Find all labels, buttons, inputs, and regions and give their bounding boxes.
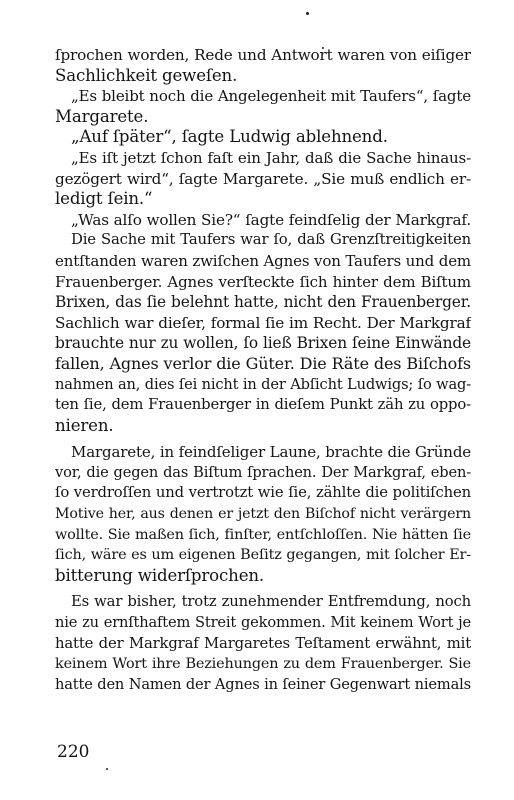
text-line: Margarete, in feindſeliger Laune, brachte die Gründe xyxy=(71,443,471,462)
paragraph xyxy=(55,86,471,127)
text-line: vor, die gegen das Biſtum ſprachen. Der Markgraf, eben- xyxy=(55,463,471,481)
text-line: ſprochen worden, Rede und Antwort waren von eiſiger xyxy=(55,46,471,64)
text-line: wollte. Sie maßen ſich, finſter, entſchloſſen. Nie hätten ſie xyxy=(55,526,471,543)
text-line: nie zu ernſthaftem Streit gekommen. Mit keinem Wort je xyxy=(55,614,471,632)
text-line: Es war bisher, trotz zunehmender Entfremdung, noch xyxy=(71,593,471,611)
paragraph xyxy=(55,148,471,210)
paragraph xyxy=(55,45,471,86)
text-line: Motive her, aus denen er jetzt den Biſchof nicht verärgern xyxy=(55,506,471,523)
text-line: ſich, wäre es um eigenen Beſitz gegangen, mit ſolcher Er- xyxy=(55,547,471,564)
page-text xyxy=(55,45,471,695)
text-line: Die Sache mit Taufers war ſo, daß Grenzſtreitigkeiten xyxy=(71,231,471,249)
text-line: fallen, Agnes verlor die Güter. Die Räte des Biſchofs xyxy=(55,353,471,373)
text-line: ledigt ſein.“ xyxy=(55,189,153,209)
text-line: ten ſie, dem Frauenberger in dieſem Punkt zäh zu oppo- xyxy=(55,396,471,414)
paragraph xyxy=(55,127,471,148)
text-line: Margarete. xyxy=(55,106,149,126)
text-line: brauchte nur zu wollen, ſo ließ Brixen ſeine Einwände xyxy=(55,334,471,353)
text-line: „Es bleibt noch die Angelegenheit mit Taufers“, ſagte xyxy=(71,87,471,106)
text-line: Brixen, das ſie belehnt hatte, nicht den Frauenberger. xyxy=(55,293,471,312)
text-line: ſo verdroſſen und vertrotzt wie ſie, zählte die politiſchen xyxy=(55,484,471,502)
text-line: nieren. xyxy=(55,415,114,435)
ink-speck xyxy=(306,12,309,15)
text-line: „Was alſo wollen Sie?“ ſagte feindſelig der Markgraf. xyxy=(71,210,471,229)
text-line: Frauenberger. Agnes verſteckte ſich hinter dem Biſtum xyxy=(55,272,471,291)
text-line: hatte den Namen der Agnes in ſeiner Gegenwart niemals xyxy=(55,675,471,693)
text-line: entſtanden waren zwiſchen Agnes von Taufers und dem xyxy=(55,251,471,270)
text-line: „Es iſt jetzt ſchon faſt ein Jahr, daß die Sache hinaus- xyxy=(71,148,471,167)
text-line: nahmen an, dies ſei nicht in der Abſicht Ludwigs; ſo wag- xyxy=(55,375,471,393)
paragraph xyxy=(55,230,471,436)
text-line: Sachlich war dieſer, formal ſie im Recht. Der Markgraf xyxy=(55,313,471,332)
text-line: bitterung widerſprochen. xyxy=(55,565,265,585)
ink-speck xyxy=(106,768,108,770)
text-line: Sachlichkeit geweſen. xyxy=(55,65,238,85)
text-line: gezögert wird“, ſagte Margarete. „Sie muß endlich er- xyxy=(55,169,471,188)
paragraph xyxy=(55,592,471,695)
text-line: keinem Wort ihre Beziehungen zu dem Frauenberger. Sie xyxy=(55,656,471,673)
paragraph xyxy=(55,442,471,586)
page-number: 220 xyxy=(57,742,90,762)
text-line: „Auf ſpäter“, ſagte Ludwig ablehnend. xyxy=(71,127,388,147)
paragraph xyxy=(55,210,471,231)
text-line: hatte der Markgraf Margaretes Teſtament erwähnt, mit xyxy=(55,634,471,652)
